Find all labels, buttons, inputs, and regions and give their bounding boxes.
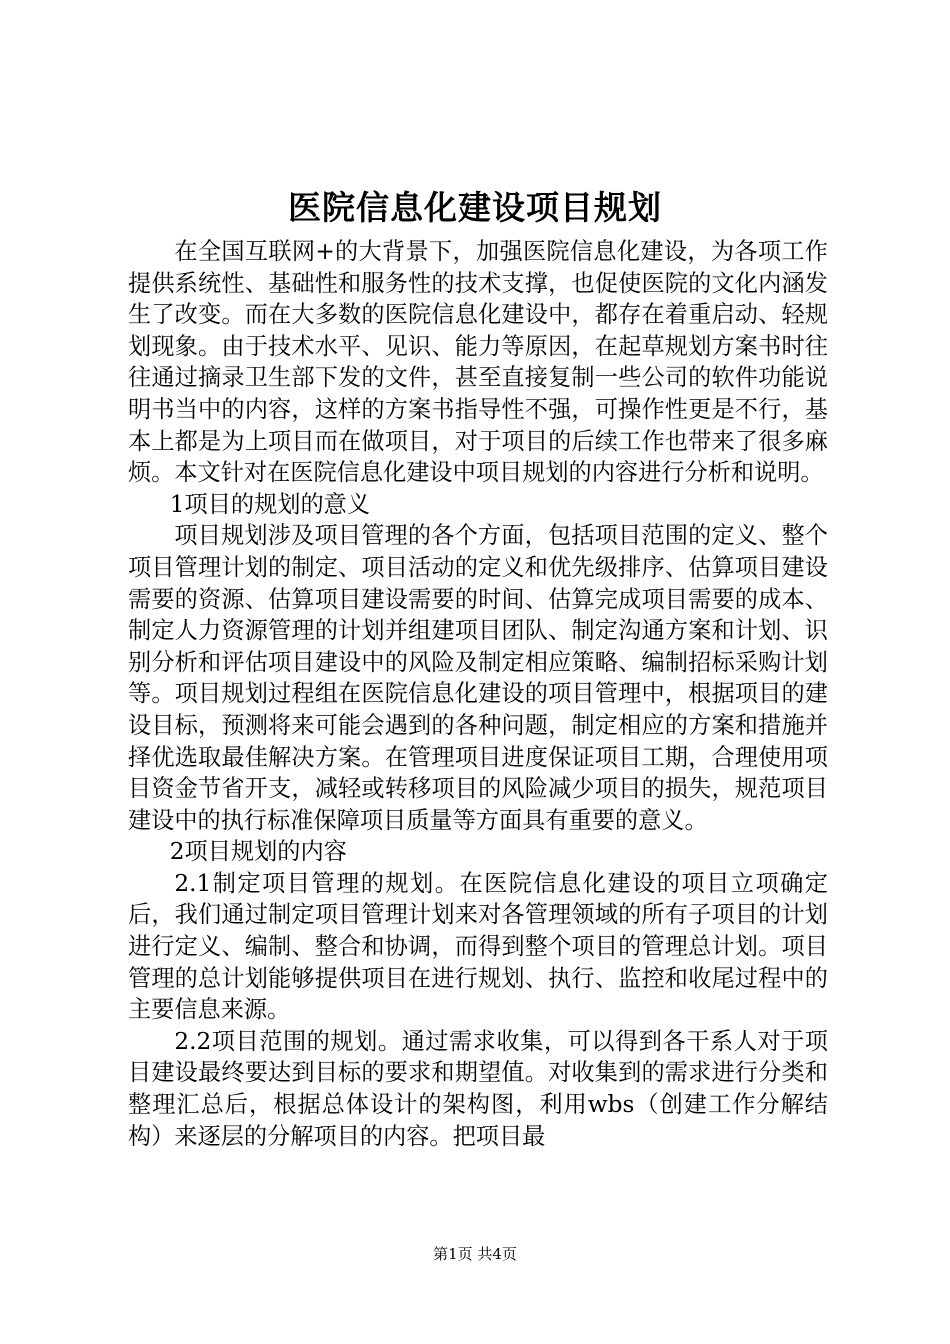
section-heading-1: 1项目的规划的意义 xyxy=(169,490,371,518)
paragraph-significance: 项目规划涉及项目管理的各个方面，包括项目范围的定义、整个项目管理计划的制定、项目活动的定义和优先级排序、估算项目建设需要的资源、估算项目建设需要的时间、估算完成项目需要的成本、制定人力资源管理的计划并组建项目团队、制定沟通方案和计划、识别分析和评估项目建设中的风险及制定相应策略、编制招标采购计划等。项目规划过程组在医院信息化建设的项目管理中，根据项目的建设目标，预测将来可能会遇到的各种问题，制定相应的方案和措施并择优选取最佳解决方案。在管理项目进度保证项目工期，合理使用项目资金节省开支，减轻或转移项目的风险减少项目的损失，规范项目建设中的执行标准保障项目质量等方面具有重要的意义。 xyxy=(128,522,828,834)
document-title: 医院信息化建设项目规划 xyxy=(288,188,662,227)
paragraph-2-2: 2.2项目范围的规划。通过需求收集，可以得到各干系人对于项目建设最终要达到目标的要求和期望值。对收集到的需求进行分类和整理汇总后，根据总体设计的架构图，利用wbs（创建工作分解结构）来逐层的分解项目的内容。把项目最 xyxy=(128,1027,828,1150)
page-footer: 第1页 共4页 xyxy=(433,1245,517,1263)
section-heading-2: 2项目规划的内容 xyxy=(169,838,347,866)
document-body xyxy=(128,236,828,1152)
paragraph-intro: 在全国互联网+的大背景下，加强医院信息化建设，为各项工作提供系统性、基础性和服务性的技术支撑，也促使医院的文化内涵发生了改变。而在大多数的医院信息化建设中，都存在着重启动、轻规划现象。由于技术水平、见识、能力等原因，在起草规划方案书时往往通过摘录卫生部下发的文件，甚至直接复制一些公司的软件功能说明书当中的内容，这样的方案书指导性不强，可操作性更是不行，基本上都是为上项目而在做项目，对于项目的后续工作也带来了很多麻烦。本文针对在医院信息化建设中项目规划的内容进行分析和说明。 xyxy=(128,238,828,487)
paragraph-2-1: 2.1制定项目管理的规划。在医院信息化建设的项目立项确定后，我们通过制定项目管理计划来对各管理领域的所有子项目的计划进行定义、编制、整合和协调，而得到整个项目的管理总计划。项目管理的总计划能够提供项目在进行规划、执行、监控和收尾过程中的主要信息来源。 xyxy=(128,869,828,1024)
